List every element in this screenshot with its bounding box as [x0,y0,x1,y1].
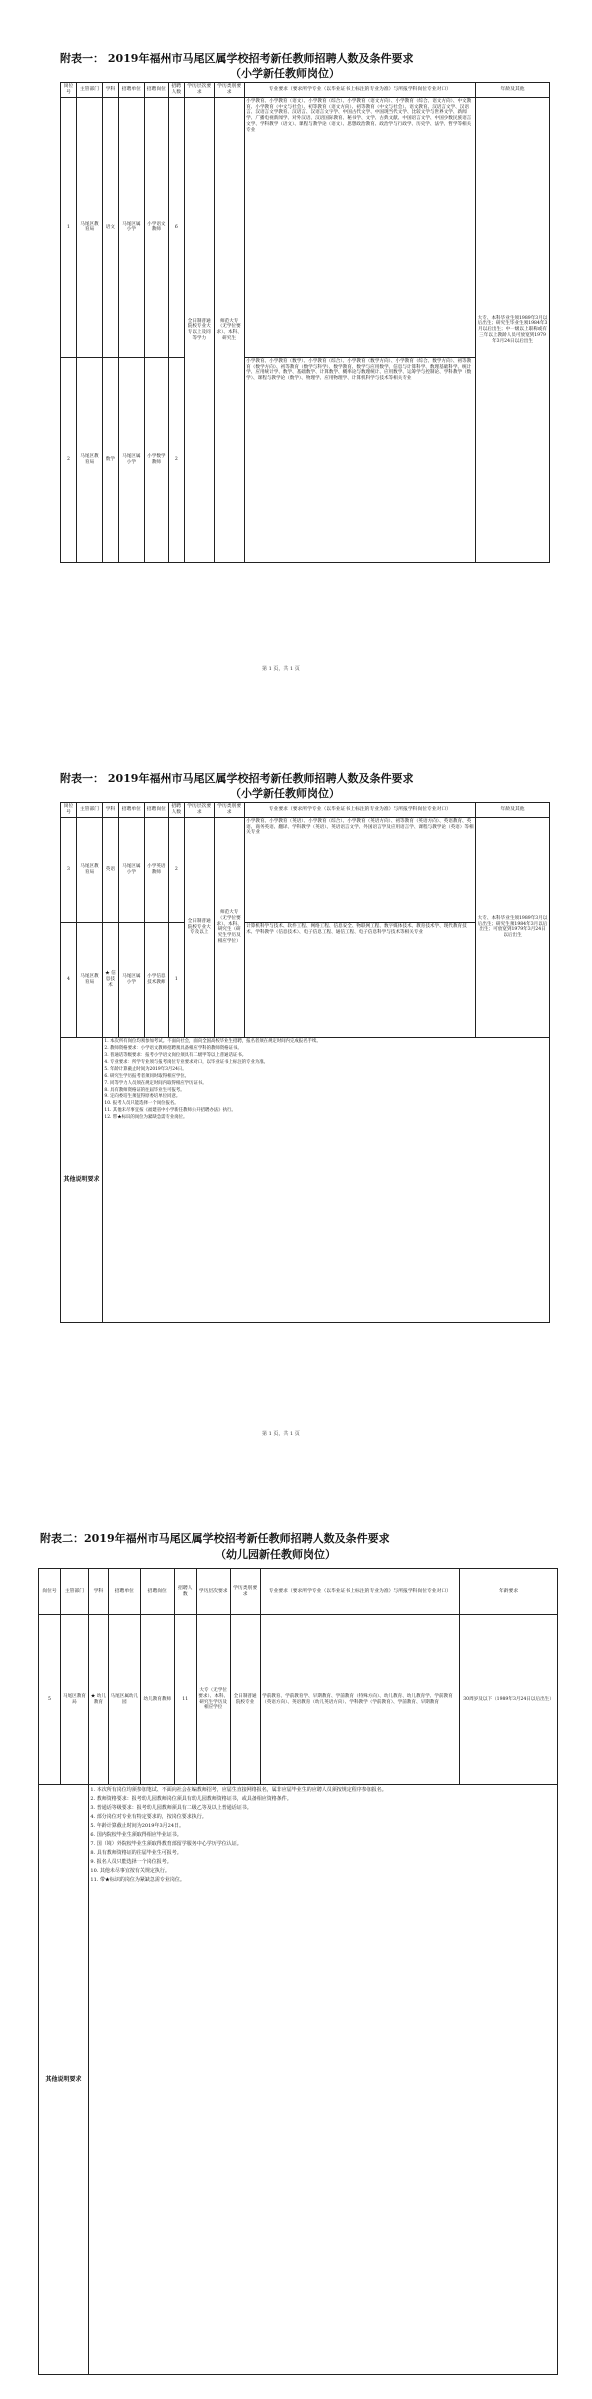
header-cell: 招聘岗位 [140,1569,174,1615]
education-type: 师范大专（无学位要求）、本科、研究生 [214,97,244,562]
subject: ★ 信息技术 [102,922,118,1037]
department: 马尾区教育局 [76,357,102,562]
education-level: 全日制普通院校专业大专及以上 [184,817,214,1037]
header-cell: 年龄要求 [460,1569,558,1615]
age-requirement: 30周岁及以下（1989年3月24日以后出生） [460,1615,558,1785]
notes-label: 其他说明要求 [61,1037,103,1322]
note-item: 7. 同等学力人员须在规定时间内取得相应学历证书。 [104,1080,207,1086]
note-item: 2. 教师资格要求：小学语文教师招聘须具备相应学科的教师资格证书。 [104,1045,242,1051]
table-header-row [61,803,550,818]
page-1 [0,0,592,680]
table-header-row [61,83,550,98]
education-type: 全日制普通院校专业 [230,1615,260,1785]
header-cell: 学科 [102,83,118,98]
count: 6 [168,97,184,357]
note-item: 3. 普通话等级要求：报考幼儿园教师须具有二级乙等及以上普通话证书。 [90,1805,252,1811]
major-requirement: 学前教育、学前教育学、早期教育、学前教育（特殊方向）、幼儿教育、幼儿教育学、学前教育（英语方向）、英语教育（幼儿英语方向）、学科教学（学前教育）、学前教育、早期教育 [260,1615,460,1785]
note-item: 7. 国（境）外院校毕业生须取得教育部留学服务中心学历学位认证。 [90,1841,242,1847]
page-3 [0,1490,592,2399]
recruitment-table [60,82,550,563]
post-number: 4 [61,922,77,1037]
header-cell: 学历类别要求 [214,803,244,818]
count: 2 [168,357,184,562]
note-item: 6. 研究生学历报考者须同时取得相应学位。 [104,1073,190,1079]
note-item: 8. 具有教师资格证的往届毕业生可报考。 [104,1087,185,1093]
count: 11 [174,1615,196,1785]
unit: 马尾区属小学 [118,922,144,1037]
header-cell: 招聘岗位 [144,83,168,98]
department: 马尾区教育局 [60,1615,88,1785]
post-number: 3 [61,817,77,922]
header-cell: 学科 [102,803,118,818]
notes-row [61,1037,550,1322]
count: 2 [168,817,184,922]
note-item: 10. 其他未尽事宜按有关规定执行。 [90,1868,170,1874]
note-item: 1. 本次所有岗位均须参加笔试、不面向社会在编教师招考，应届生直接网络报名，属非应届毕业生的应聘人员须按规定程序参加报名。 [90,1787,387,1793]
major-requirement: 计算机科学与技术、软件工程、网络工程、信息安全、物联网工程、数字媒体技术、教育技术学、现代教育技术、学科教学（信息技术）、电子信息工程、通信工程、电子信息科学与技术等相关专业 [244,922,475,1037]
age-requirement: 大专、本科毕业生须1989年3月以后出生；研究生须1984年3月以后出生；可放宽到1979年3月24日以后出生 [476,817,550,1037]
header-cell: 岗位号 [39,1569,61,1615]
note-item: 2. 教师资格要求：报考幼儿园教师岗位须具有幼儿园教师资格证书，或具备相应资格条件。 [90,1796,292,1802]
post: 小学英语教师 [144,817,168,922]
education-type: 师范大专（无学位要求）、本科、研究生（研究生学历及相应学位） [214,817,244,1037]
major-requirement: 小学教育、小学教育（英语）、小学教育（综合）、小学教育（英语方向）、初等教育（英语方向）、英语教育、英语、商务英语、翻译、学科教学（英语）、英语语言文学、外国语言学及应用语言学、课程与教学论（英语）等相关专业 [244,817,475,922]
notes-label: 其他说明要求 [39,1785,89,2375]
note-item: 9. 定向委培生须征得原委培单位同意。 [104,1094,181,1100]
page-number: 第 1 页，共 1 页 [262,666,300,672]
major-requirement: 小学教育、小学教育（语文）、小学教育（综合）、小学教育（语文方向）、小学教育（综合、语文方向）、中文教育、小学教育（中文与社会）、初等教育（语文方向）、初等教育（中文与社会）、语文教育、汉语言文学、汉语言、汉语言文学教育、汉语言、汉语言文字学、中国古代文学、中国现当代文学、比较文学与世界文学、新闻学、广播电视新闻学、对外汉语、汉语国际教育、秘书学、文学、古典文献、中国语言文学、中国少数民族语言文学、学科教学（语文）、课程与教学论（语文）、思想政治教育、政治学与行政学、历史学、法学、哲学等相关专业 [244,97,475,357]
header-cell: 招聘单位 [118,803,144,818]
note-item: 11. 带★标识的岗位为紧缺急需专业岗位。 [90,1877,185,1883]
post: 小学数学教师 [144,357,168,562]
unit: 马尾区属小学 [118,357,144,562]
header-cell: 学历层次要求 [184,803,214,818]
notes-content [88,1785,557,2375]
education-level: 全日制普通院校专业大专以上及同等学力 [184,97,214,562]
page-number: 第 1 页，共 1 页 [262,1431,300,1437]
note-item: 4. 部分岗位对专业有特定要求的，按岗位要求执行。 [90,1814,207,1820]
page-title: 附表一： 2019年福州市马尾区属学校招考新任教师招聘人数及条件要求 [60,772,414,785]
header-cell: 年龄及其他 [476,83,550,98]
unit: 马尾区属幼儿园 [108,1615,140,1785]
notes-content [102,1037,549,1322]
notes-row [39,1785,558,2375]
major-requirement: 小学教育、小学教育（数学）、小学教育（综合）、小学教育（数学方向）、小学教育（综合、数学方向）、初等教育（数学方向）、初等教育（数学与科学）、数学教育、数学与应用数学、信息与计算科学、数理基础科学、统计学、应用统计学、数学、基础数学、计算数学、概率论与数理统计、应用数学、运筹学与控制论、学科教学（数学）、课程与教学论（数学）、物理学、应用物理学、计算机科学与技术等相关专业 [244,357,475,562]
table-row [39,1615,558,1785]
unit: 马尾区属小学 [118,97,144,357]
subject: 英语 [102,817,118,922]
header-cell: 招聘单位 [118,83,144,98]
header-cell: 年龄及其他 [476,803,550,818]
note-item: 12. 带★标识的岗位为紧缺急需专业岗位。 [104,1115,188,1121]
note-item: 5. 年龄计算截止时间为2019年3月24日。 [104,1066,187,1072]
post-number: 5 [39,1615,61,1785]
education-level: 大专（无学位要求）、本科、研究生学历及相应学位 [196,1615,230,1785]
post: 小学语文教师 [144,97,168,357]
page-subtitle: （小学新任教师岗位） [230,67,340,80]
note-item: 8. 具有教师资格证的往届毕业生可报考。 [90,1850,182,1856]
header-cell: 学科 [88,1569,108,1615]
post-number: 1 [61,97,77,357]
page-2 [0,740,592,1440]
header-cell: 招聘单位 [108,1569,140,1615]
department: 马尾区教育局 [76,922,102,1037]
header-cell: 学历类别要求 [230,1569,260,1615]
recruitment-table [38,1568,558,2375]
count: 1 [168,922,184,1037]
header-cell: 学历层次要求 [196,1569,230,1615]
subject: 数学 [102,357,118,562]
recruitment-table [60,802,550,1323]
post-number: 2 [61,357,77,562]
subject: ★ 幼儿教育 [88,1615,108,1785]
page-subtitle: （幼儿园新任教师岗位） [215,1548,336,1561]
post: 幼儿教育教师 [140,1615,174,1785]
header-cell: 主管部门 [76,803,102,818]
header-cell: 岗位号 [61,803,77,818]
page-title: 附表一： 2019年福州市马尾区属学校招考新任教师招聘人数及条件要求 [60,52,414,65]
header-cell: 专业要求（要求所学专业（以毕业证书上标注的专业为准）与所报学科岗位专业对口） [260,1569,460,1615]
header-cell: 招聘岗位 [144,803,168,818]
note-item: 1. 本次所有岗位均须参加考试。不面向社会，面向全国高校毕业生招聘，报名者须在规定时间内完成报名手续。 [104,1038,321,1044]
page-subtitle: （小学新任教师岗位） [230,787,340,800]
header-cell: 招聘人数 [174,1569,196,1615]
unit: 马尾区属小学 [118,817,144,922]
header-cell: 招聘人数 [168,83,184,98]
header-cell: 招聘人数 [168,803,184,818]
table-row [61,817,550,922]
post: 小学信息技术教师 [144,922,168,1037]
subject: 语文 [102,97,118,357]
note-item: 11. 其他未尽事宜按《福建省中小学新任教师公开招聘办法》执行。 [104,1108,236,1114]
header-cell: 专业要求（要求所学专业（以毕业证书上标注的专业为准）与所报学科岗位专业对口） [244,803,475,818]
header-cell: 学历层次要求 [184,83,214,98]
page-title: 附表二：2019年福州市马尾区属学校招考新任教师招聘人数及条件要求 [40,1532,390,1545]
note-item: 10. 报考人员只能选择一个岗位报名。 [104,1101,179,1107]
header-cell: 学历类别要求 [214,83,244,98]
age-requirement: 大专、本科毕业生须1989年3月以后出生；研究生毕业生须1984年3月以后出生；中一级以上职称或有三年以上教龄人员可放宽到1979年3月24日以后出生 [476,97,550,562]
note-item: 6. 国内院校毕业生须取得相应毕业证书。 [90,1832,182,1838]
header-cell: 主管部门 [76,83,102,98]
header-cell: 主管部门 [60,1569,88,1615]
department: 马尾区教育局 [76,817,102,922]
note-item: 9. 报名人员只能选择一个岗位报考。 [90,1859,172,1865]
header-cell: 岗位号 [61,83,77,98]
header-cell: 专业要求（要求所学专业（以毕业证书上标注的专业为准）与所报学科岗位专业对口） [244,83,475,98]
note-item: 4. 专业要求：所学专业须与报考岗位专业要求对口，以毕业证书上标注的专业为准。 [104,1059,269,1065]
department: 马尾区教育局 [76,97,102,357]
note-item: 5. 年龄计算截止时间为2019年3月24日。 [90,1823,185,1829]
table-row [61,97,550,357]
note-item: 3. 普通话等级要求：报考小学语文岗位须具有二级甲等以上普通话证书。 [104,1052,247,1058]
table-header-row [39,1569,558,1615]
